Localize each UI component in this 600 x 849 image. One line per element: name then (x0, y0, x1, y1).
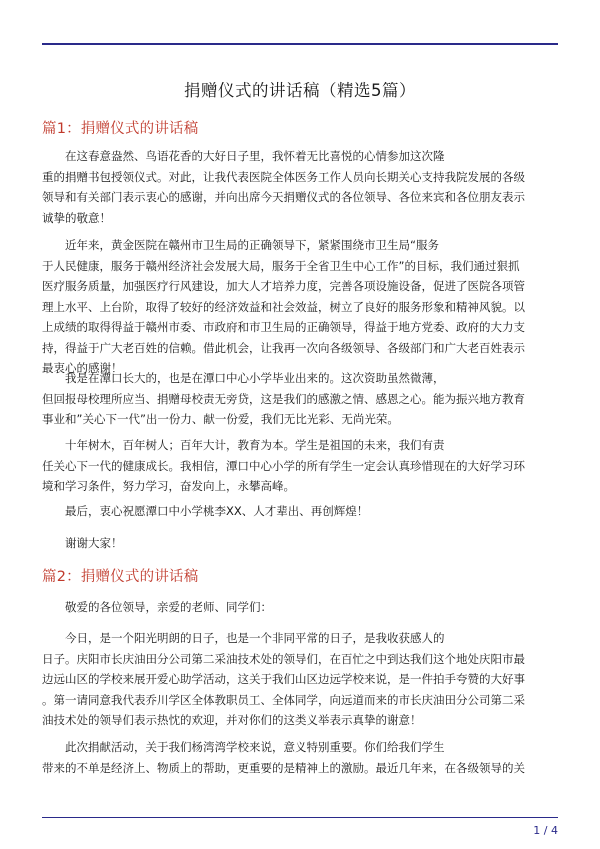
header-rule (42, 43, 558, 45)
paragraph: 在这春意盎然、鸟语花香的大好日子里，我怀着无比喜悦的心情参加这次隆 重的捐赠书包授领仪式。对此，让我代表医院全体医务工作人员向长期关心支持我院发展的各级 领导和有关部门表示衷心的感谢，并向出席今天捐赠仪式的各位领导、各位来宾和各位朋友表示 诚挚的敬意！ (42, 149, 525, 225)
document-title: 捐赠仪式的讲话稿（精选5篇） (184, 81, 416, 100)
paragraph: 此次捐献活动，关于我们杨湾湾学校来说，意义特别重要。你们给我们学生 带来的不单是经济上、物质上的帮助，更重要的是精神上的激励。最近几年来，在各级领导的关 (42, 740, 525, 775)
paragraph: 谢谢大家！ (65, 536, 123, 550)
paragraph: 近年来，黄金医院在赣州市卫生局的正确领导下，紧紧围绕市卫生局“服务 于人民健康，服务于赣州经济社会发展大局，服务于全省卫生中心工作”的目标，我们通过狠抓 医疗服务质量，加强医疗行风建设，加大人才培养力度，完善各项设施设备，促进了医院各项管 理上水平、上台阶，取得了较好的经济效益和社会效益，树立了良好的服务形象和精神风貌。以 上成绩的取得得益于赣州市委、市政府和市卫生局的正确领导，得益于地方党委、政府的大力支 持，得益于广大老百姓的信赖。借此机会，让我再一次向各级领导、各级部门和广大老百姓表示 最衷心的感谢！ (42, 238, 525, 375)
page-indicator: 1 / 4 (533, 824, 558, 837)
paragraph: 最后，衷心祝愿潭口中小学桃李XX、人才辈出、再创辉煌！ (65, 504, 369, 518)
section-heading-1: 篇1：捐赠仪式的讲话稿 (42, 121, 199, 137)
paragraph: 十年树木，百年树人；百年大计，教育为本。学生是祖国的未来，我们有责 任关心下一代的健康成长。我相信，潭口中心小学的所有学生一定会认真珍惜现在的大好学习环 境和学习条件，努力学习，奋发向上，永攀高峰。 (42, 438, 525, 493)
paragraph: 今日，是一个阳光明朗的日子，也是一个非同平常的日子，是我收获感人的 日子。庆阳市长庆油田分公司第二采油技术处的领导们，在百忙之中到达我们这个地处庆阳市最 边远山区的学校来展开爱心助学活动，这关于我们山区边远学校来说，是一件拍手夸赞的大好事 。第一请同意我代表乔川学区全体教职员工、全体同学，向远道而来的市长庆油田分公司第二采 油技术处的领导们表示热忱的欢迎，并对你们的这类义举表示真挚的谢意！ (42, 631, 525, 727)
paragraph: 敬爱的各位领导，亲爱的老师、同学们： (65, 600, 272, 614)
footer-rule (42, 817, 558, 818)
section-heading-2: 篇2：捐赠仪式的讲话稿 (42, 569, 199, 585)
paragraph: 我是在潭口长大的，也是在潭口中心小学毕业出来的。这次资助虽然微薄， 但回报母校理所应当、捐赠母校责无旁贷，这是我们的感激之情、感恩之心。能为振兴地方教育 事业和”关心下一代”出一份力、献一份爱，我们无比光彩、无尚光荣。 (42, 371, 525, 426)
